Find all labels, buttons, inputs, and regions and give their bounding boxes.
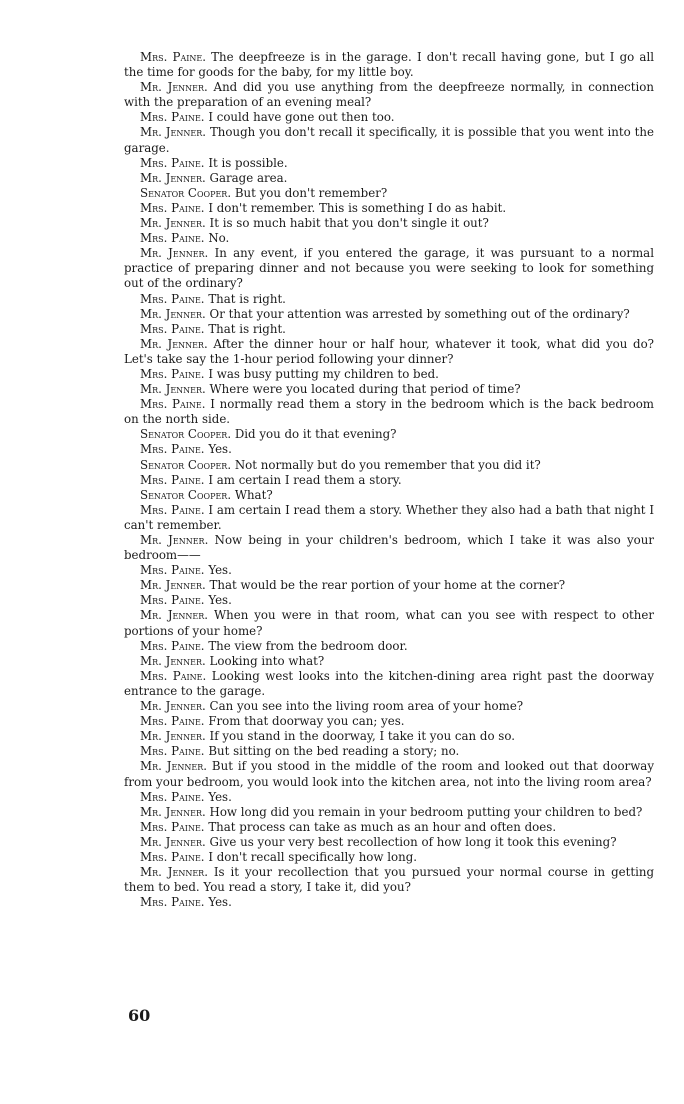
speaker-name: Senator Cooper. [140,427,232,442]
testimony-text: Garage area. [209,170,288,185]
testimony-turn [124,442,654,457]
testimony-text: From that doorway you can; yes. [208,714,405,729]
page-number: 60 [128,1006,151,1025]
speaker-name: Mr. Jenner. [140,246,209,261]
speaker-name: Mrs. Paine. [140,50,206,64]
speaker-name: Senator Cooper. [140,487,232,502]
testimony-text: Yes. [208,563,232,578]
testimony-text: Yes. [208,593,232,608]
speaker-name: Mrs. Paine. [140,291,205,306]
testimony-text: I don't remember. This is something I do as habit. [208,200,507,215]
speaker-name: Mrs. Paine. [140,563,205,578]
testimony-turn [124,895,654,910]
testimony-text: Looking west looks into the kitchen-dining area right past the doorway entrance to the garage. [124,668,654,698]
testimony-text: Yes. [208,442,232,457]
testimony-turn [124,608,654,638]
testimony-text: But sitting on the bed reading a story; no. [208,744,460,759]
testimony-turn [124,307,654,322]
speaker-name: Mr. Jenner. [140,125,206,140]
testimony-text: The deepfreeze is in the garage. I don't recall having gone, but I go all the time for goods for the baby, for my little boy. [124,50,655,80]
speaker-name: Mrs. Paine. [140,472,205,487]
testimony-text: That process can take as much as an hour and often does. [208,819,557,834]
testimony-turn [124,805,654,820]
speaker-name: Mr. Jenner. [140,759,207,774]
testimony-turn [124,729,654,744]
testimony-text: How long did you remain in your bedroom putting your children to bed? [209,804,643,819]
testimony-text: I could have gone out then too. [208,110,395,125]
testimony-text: Though you don't recall it specifically, it is possible that you went into the garage. [124,125,654,155]
testimony-text: But if you stood in the middle of the room and looked out that doorway from your bedroom, you would look into the kitchen area, not into the living room area? [124,759,654,789]
testimony-turn [124,639,654,654]
testimony-text: I don't recall specifically how long. [208,849,418,864]
testimony-turn [124,337,654,367]
testimony-text: Can you see into the living room area of your home? [209,699,524,714]
speaker-name: Mrs. Paine. [140,849,205,864]
testimony-turn [124,865,654,895]
testimony-turn [124,563,654,578]
testimony-text: Did you do it that evening? [234,427,397,442]
testimony-turn [124,578,654,593]
testimony-text: Yes. [208,789,232,804]
testimony-text: If you stand in the doorway, I take it you can do so. [209,729,516,744]
testimony-turn [124,231,654,246]
testimony-transcript [124,50,654,910]
speaker-name: Mr. Jenner. [140,216,206,231]
speaker-name: Mrs. Paine. [140,110,205,125]
testimony-turn [124,593,654,608]
testimony-text: The view from the bedroom door. [208,638,408,653]
testimony-text: Not normally but do you remember that you did it? [234,457,541,472]
testimony-text: Where were you located during that period of time? [209,382,521,397]
speaker-name: Mr. Jenner. [140,80,208,95]
speaker-name: Mr. Jenner. [140,834,206,849]
speaker-name: Mr. Jenner. [140,533,209,547]
testimony-turn [124,744,654,759]
testimony-turn [124,533,654,563]
testimony-text: And did you use anything from the deepfreeze normally, in connection with the preparation of an evening meal? [124,80,654,110]
testimony-text: That is right. [208,291,286,306]
testimony-text: I am certain I read them a story. Whether they also had a bath that night I can't remember. [124,502,655,532]
speaker-name: Mrs. Paine. [140,895,205,910]
testimony-turn [124,714,654,729]
speaker-name: Mrs. Paine. [140,714,205,729]
testimony-turn [124,322,654,337]
speaker-name: Mrs. Paine. [140,200,205,215]
speaker-name: Senator Cooper. [140,457,232,472]
testimony-text: Now being in your children's bedroom, which I take it was also your bedroom—— [124,533,655,563]
testimony-turn [124,246,654,291]
speaker-name: Mr. Jenner. [140,306,206,321]
testimony-turn [124,382,654,397]
testimony-text: That would be the rear portion of your home at the corner? [209,578,566,593]
testimony-text: Yes. [208,895,232,910]
speaker-name: Mr. Jenner. [140,804,206,819]
speaker-name: Mr. Jenner. [140,170,206,185]
testimony-turn [124,458,654,473]
speaker-name: Mrs. Paine. [140,744,205,759]
speaker-name: Mrs. Paine. [140,789,205,804]
speaker-name: Mrs. Paine. [140,593,205,608]
speaker-name: Mrs. Paine. [140,366,205,381]
testimony-text: It is so much habit that you don't single it out? [209,216,489,231]
speaker-name: Mrs. Paine. [140,638,205,653]
testimony-text: I normally read them a story in the bedroom which is the back bedroom on the north side. [124,397,654,427]
testimony-text: It is possible. [208,155,288,170]
testimony-text: After the dinner hour or half hour, whatever it took, what did you do? Let's take say the 1-hour period following your dinner? [124,336,654,366]
testimony-text: Looking into what? [209,653,325,668]
speaker-name: Mr. Jenner. [140,578,206,593]
testimony-turn [124,790,654,805]
testimony-turn [124,835,654,850]
testimony-turn [124,110,654,125]
testimony-turn [124,850,654,865]
testimony-turn [124,50,654,80]
speaker-name: Mrs. Paine. [140,397,206,412]
speaker-name: Mr. Jenner. [140,608,209,623]
testimony-turn [124,759,654,789]
testimony-turn [124,669,654,699]
testimony-turn [124,201,654,216]
speaker-name: Senator Cooper. [140,185,232,200]
testimony-turn [124,292,654,307]
testimony-text: Give us your very best recollection of how long it took this evening? [209,834,617,849]
testimony-text: No. [208,231,230,246]
testimony-text: I was busy putting my children to bed. [208,366,439,381]
testimony-turn [124,503,654,533]
speaker-name: Mr. Jenner. [140,729,206,744]
speaker-name: Mrs. Paine. [140,819,205,834]
testimony-text: What? [234,487,273,502]
testimony-turn [124,80,654,110]
testimony-turn [124,125,654,155]
speaker-name: Mr. Jenner. [140,699,206,714]
testimony-text: Is it your recollection that you pursued your normal course in getting them to bed. You read a story, I take it, did you? [124,865,655,895]
testimony-turn [124,654,654,669]
testimony-turn [124,367,654,382]
speaker-name: Mr. Jenner. [140,382,206,397]
testimony-turn [124,488,654,503]
speaker-name: Mrs. Paine. [140,442,205,457]
testimony-turn [124,820,654,835]
speaker-name: Mrs. Paine. [140,321,205,336]
speaker-name: Mrs. Paine. [140,668,207,683]
testimony-turn [124,699,654,714]
testimony-text: In any event, if you entered the garage, it was pursuant to a normal practice of preparing dinner and not because you were seeking to look for something out of the ordinary? [124,246,654,291]
testimony-turn [124,186,654,201]
speaker-name: Mrs. Paine. [140,502,205,517]
testimony-text: Or that your attention was arrested by something out of the ordinary? [209,306,630,321]
speaker-name: Mrs. Paine. [140,155,205,170]
testimony-text: That is right. [208,321,286,336]
speaker-name: Mr. Jenner. [140,336,208,351]
testimony-turn [124,427,654,442]
testimony-turn [124,397,654,427]
testimony-turn [124,156,654,171]
testimony-turn [124,216,654,231]
speaker-name: Mr. Jenner. [140,865,208,880]
testimony-text: I am certain I read them a story. [208,472,402,487]
speaker-name: Mr. Jenner. [140,653,206,668]
testimony-turn [124,473,654,488]
testimony-text: But you don't remember? [234,185,388,200]
speaker-name: Mrs. Paine. [140,231,205,246]
testimony-text: When you were in that room, what can you see with respect to other portions of your home? [124,608,655,638]
testimony-turn [124,171,654,186]
